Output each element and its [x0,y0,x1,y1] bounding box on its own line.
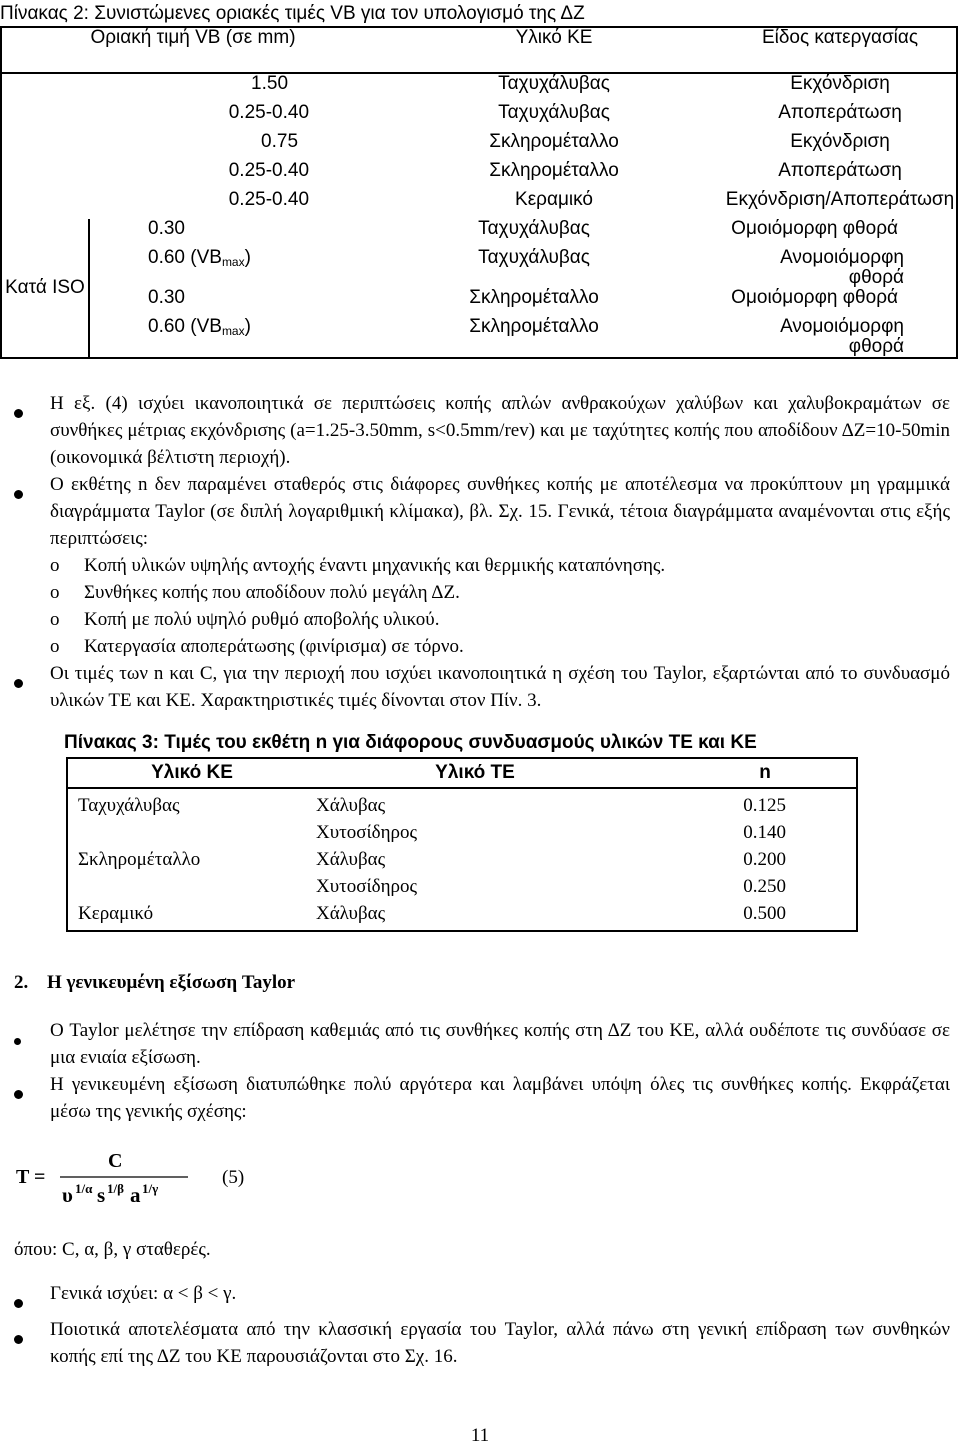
table-row [1,248,957,288]
subitem-marker: o [50,636,60,657]
svg-text:T =: T = [16,1166,46,1188]
page-number: 11 [470,1425,490,1446]
table-cell: Σκληρομέταλλο [78,849,201,870]
paragraph: Η γενικευμένη εξίσωση διατυπώθηκε πολύ αργότερα και λαμβάνει υπόψη όλες τις συνθήκες κοπής. Εκφράζεται μέσω της γενικής σχέσης: [50,1074,950,1122]
table3-header: Υλικό ΚΕ [67,758,316,788]
table2-header-material: Υλικό ΚΕ [384,27,724,73]
table-cell: 0.200 [743,849,786,870]
table-cell: 0.30 [148,218,185,239]
formula-svg [14,1145,294,1207]
table-row [1,190,957,219]
table-row [1,288,957,317]
table-cell: 0.30 [148,287,185,308]
where-text: όπου: C, α, β, γ σταθερές. [14,1239,211,1260]
svg-text:s: s [97,1183,106,1207]
paragraph: Ο εκθέτης n δεν παραμένει σταθερός στις διάφορες συνθήκες κοπής με αποτέλεσμα να προκύπτουν μη γραμμικά διαγράμματα Taylor (σε διπλή λογαριθμική κλίμακα), βλ. Σχ. 15. Γενικά, τέτοια διαγράμματα αναμένονται στις εξής περιπτώσεις: [50,474,950,549]
svg-text:1/β: 1/β [107,1181,124,1196]
table-cell: 0.140 [743,822,786,843]
table-cell: 0.250 [743,876,786,897]
paragraph: Ο Taylor μελέτησε την επίδραση καθεμιάς από τις συνθήκες κοπής στη ΔΖ του ΚΕ, αλλά ουδέποτε τις συνδύασε σε μια ενιαία εξίσωση. [50,1020,950,1068]
table-cell: Χυτοσίδηρος [316,822,418,843]
bullet-dot [14,669,23,696]
table-cell: Ταχυχάλυβας [478,218,590,239]
bullet-dot [14,480,23,507]
table-cell: Κεραμικό [515,189,593,210]
table-row [1,103,957,132]
paragraph: Γενικά ισχύει: α < β < γ. [50,1283,237,1304]
table-row [1,161,957,190]
list-item: Κατεργασία αποπεράτωσης (φινίρισμα) σε τόρνο. [84,636,464,657]
section-number: 2. [14,972,29,993]
table-cell: Χάλυβας [316,903,386,924]
subitem-marker: o [50,582,60,603]
table3-title: Πίνακας 3: Τιμές του εκθέτη n για διάφορους συνδυασμούς υλικών ΤΕ και ΚΕ [64,732,757,753]
list-item: Κοπή με πολύ υψηλό ρυθμό αποβολής υλικού. [84,609,440,630]
table-cell: 0.60 $(VB_{max})$ [148,247,251,269]
table-row [67,788,857,819]
table-cell: Κεραμικό [78,903,154,924]
bullet-dot [14,399,23,426]
table-cell: Ταχυχάλυβας [498,73,610,94]
table3-header: Υλικό ΤΕ [316,758,634,788]
table-cell: 0.75 [261,131,299,152]
table-cell: Σκληρομέταλλο [489,131,619,152]
paragraph: Η εξ. (4) ισχύει ικανοποιητικά σε περιπτώσεις κοπής απλών ανθρακούχων χαλύβων και χαλυβοκραμάτων σε συνθήκες μέτριας εκχόνδρισης (a=1.25-3.50mm, s<0.5mm/rev) και με ταχύτητες κοπής που αποδίδουν ΔΖ=10-50min (οικονομικά βέλτιστη περιοχή). [50,393,950,468]
table2 [0,26,958,359]
table-cell: 0.25-0.40 [228,102,310,123]
table2-header-vb: Οριακή τιμή VB (σε mm) [1,27,384,73]
table-cell: Ομοιόμορφη φθορά [731,287,898,308]
bullet-dot [14,1080,23,1107]
table-row [67,819,857,846]
table-cell: Αποπεράτωση [778,102,902,123]
bullet-dot [14,1325,23,1352]
table-cell: Ταχυχάλυβας [78,795,180,816]
table-cell: 0.25-0.40 [228,189,310,210]
table-cell: Χάλυβας [316,795,386,816]
table-cell: 1.50 [251,73,289,94]
table2-title: Πίνακας 2: Συνιστώμενες οριακές τιμές VB για τον υπολογισμό της ΔΖ [0,3,585,24]
table-row [67,873,857,900]
table-row [1,73,957,103]
table-cell: Ταχυχάλυβας [478,247,590,268]
list-item: Κοπή υλικών υψηλής αντοχής έναντι μηχανικής και θερμικής καταπόνησης. [84,555,666,576]
table-cell: Εκχόνδριση [790,131,890,152]
table-cell: Ομοιόμορφη φθορά [731,218,898,239]
table-cell: Ανομοιόμορφη φθορά [780,316,904,357]
bullet-dot [14,1289,23,1316]
table3-header-row [67,758,857,788]
subitem-marker: o [50,609,60,630]
formula-taylor [14,1145,294,1212]
table-cell [67,873,316,900]
table-cell: Σκληρομέταλλο [469,316,599,337]
table-cell: Χυτοσίδηρος [316,876,418,897]
table-cell: 0.25-0.40 [228,160,310,181]
svg-text:υ: υ [62,1183,73,1207]
paragraph: Οι τιμές των n και C, για την περιοχή που ισχύει ικανοποιητικά η σχέση του Taylor, εξαρτώνται από το συνδυασμό υλικών ΤΕ και ΚΕ. Χαρακτηριστικές τιμές δίνονται στον Πίν. 3. [50,663,950,711]
table-cell: Εκχόνδριση/Αποπεράτωση [725,189,955,210]
table-row [1,317,957,358]
table-cell [67,819,316,846]
table-cell: Ανομοιόμορφη φθορά [780,247,904,288]
list-item: Συνθήκες κοπής που αποδίδουν πολύ μεγάλη ΔΖ. [84,582,460,603]
table-cell: Εκχόνδριση [790,73,890,94]
table-cell: 0.60 $(VB_{max})$ [148,316,251,338]
section-title: Η γενικευμένη εξίσωση Taylor [47,972,296,993]
table-cell: Αποπεράτωση [778,160,902,181]
table2-header-process: Είδος κατεργασίας [724,27,957,73]
iso-label: Κατά ISO [1,219,89,358]
svg-text:1/α: 1/α [75,1181,93,1196]
paragraph: Ποιοτικά αποτελέσματα από την κλασσική εργασία του Taylor, αλλά πάνω στη γενική επίδραση των συνθηκών κοπής επί της ΔΖ του ΚΕ παρουσιάζονται στο Σχ. 16. [50,1319,950,1367]
table-cell: Χάλυβας [316,849,386,870]
svg-text:C: C [108,1150,123,1172]
bullet-dot [14,1026,21,1053]
table3 [66,757,858,932]
table3-header: n [634,758,857,788]
table-row [1,219,957,248]
subitem-marker: o [50,555,60,576]
svg-text:(5): (5) [222,1167,245,1188]
table-cell: 0.500 [743,903,786,924]
svg-text:1/γ: 1/γ [142,1181,159,1196]
table-row [67,846,857,873]
table-cell: Σκληρομέταλλο [489,160,619,181]
table-cell: 0.125 [743,795,786,816]
section-heading [14,972,295,994]
svg-text:a: a [130,1183,141,1207]
table-cell: Ταχυχάλυβας [498,102,610,123]
table2-header-row [1,27,957,73]
table-row [67,900,857,931]
table-cell: Σκληρομέταλλο [469,287,599,308]
table-row [1,132,957,161]
